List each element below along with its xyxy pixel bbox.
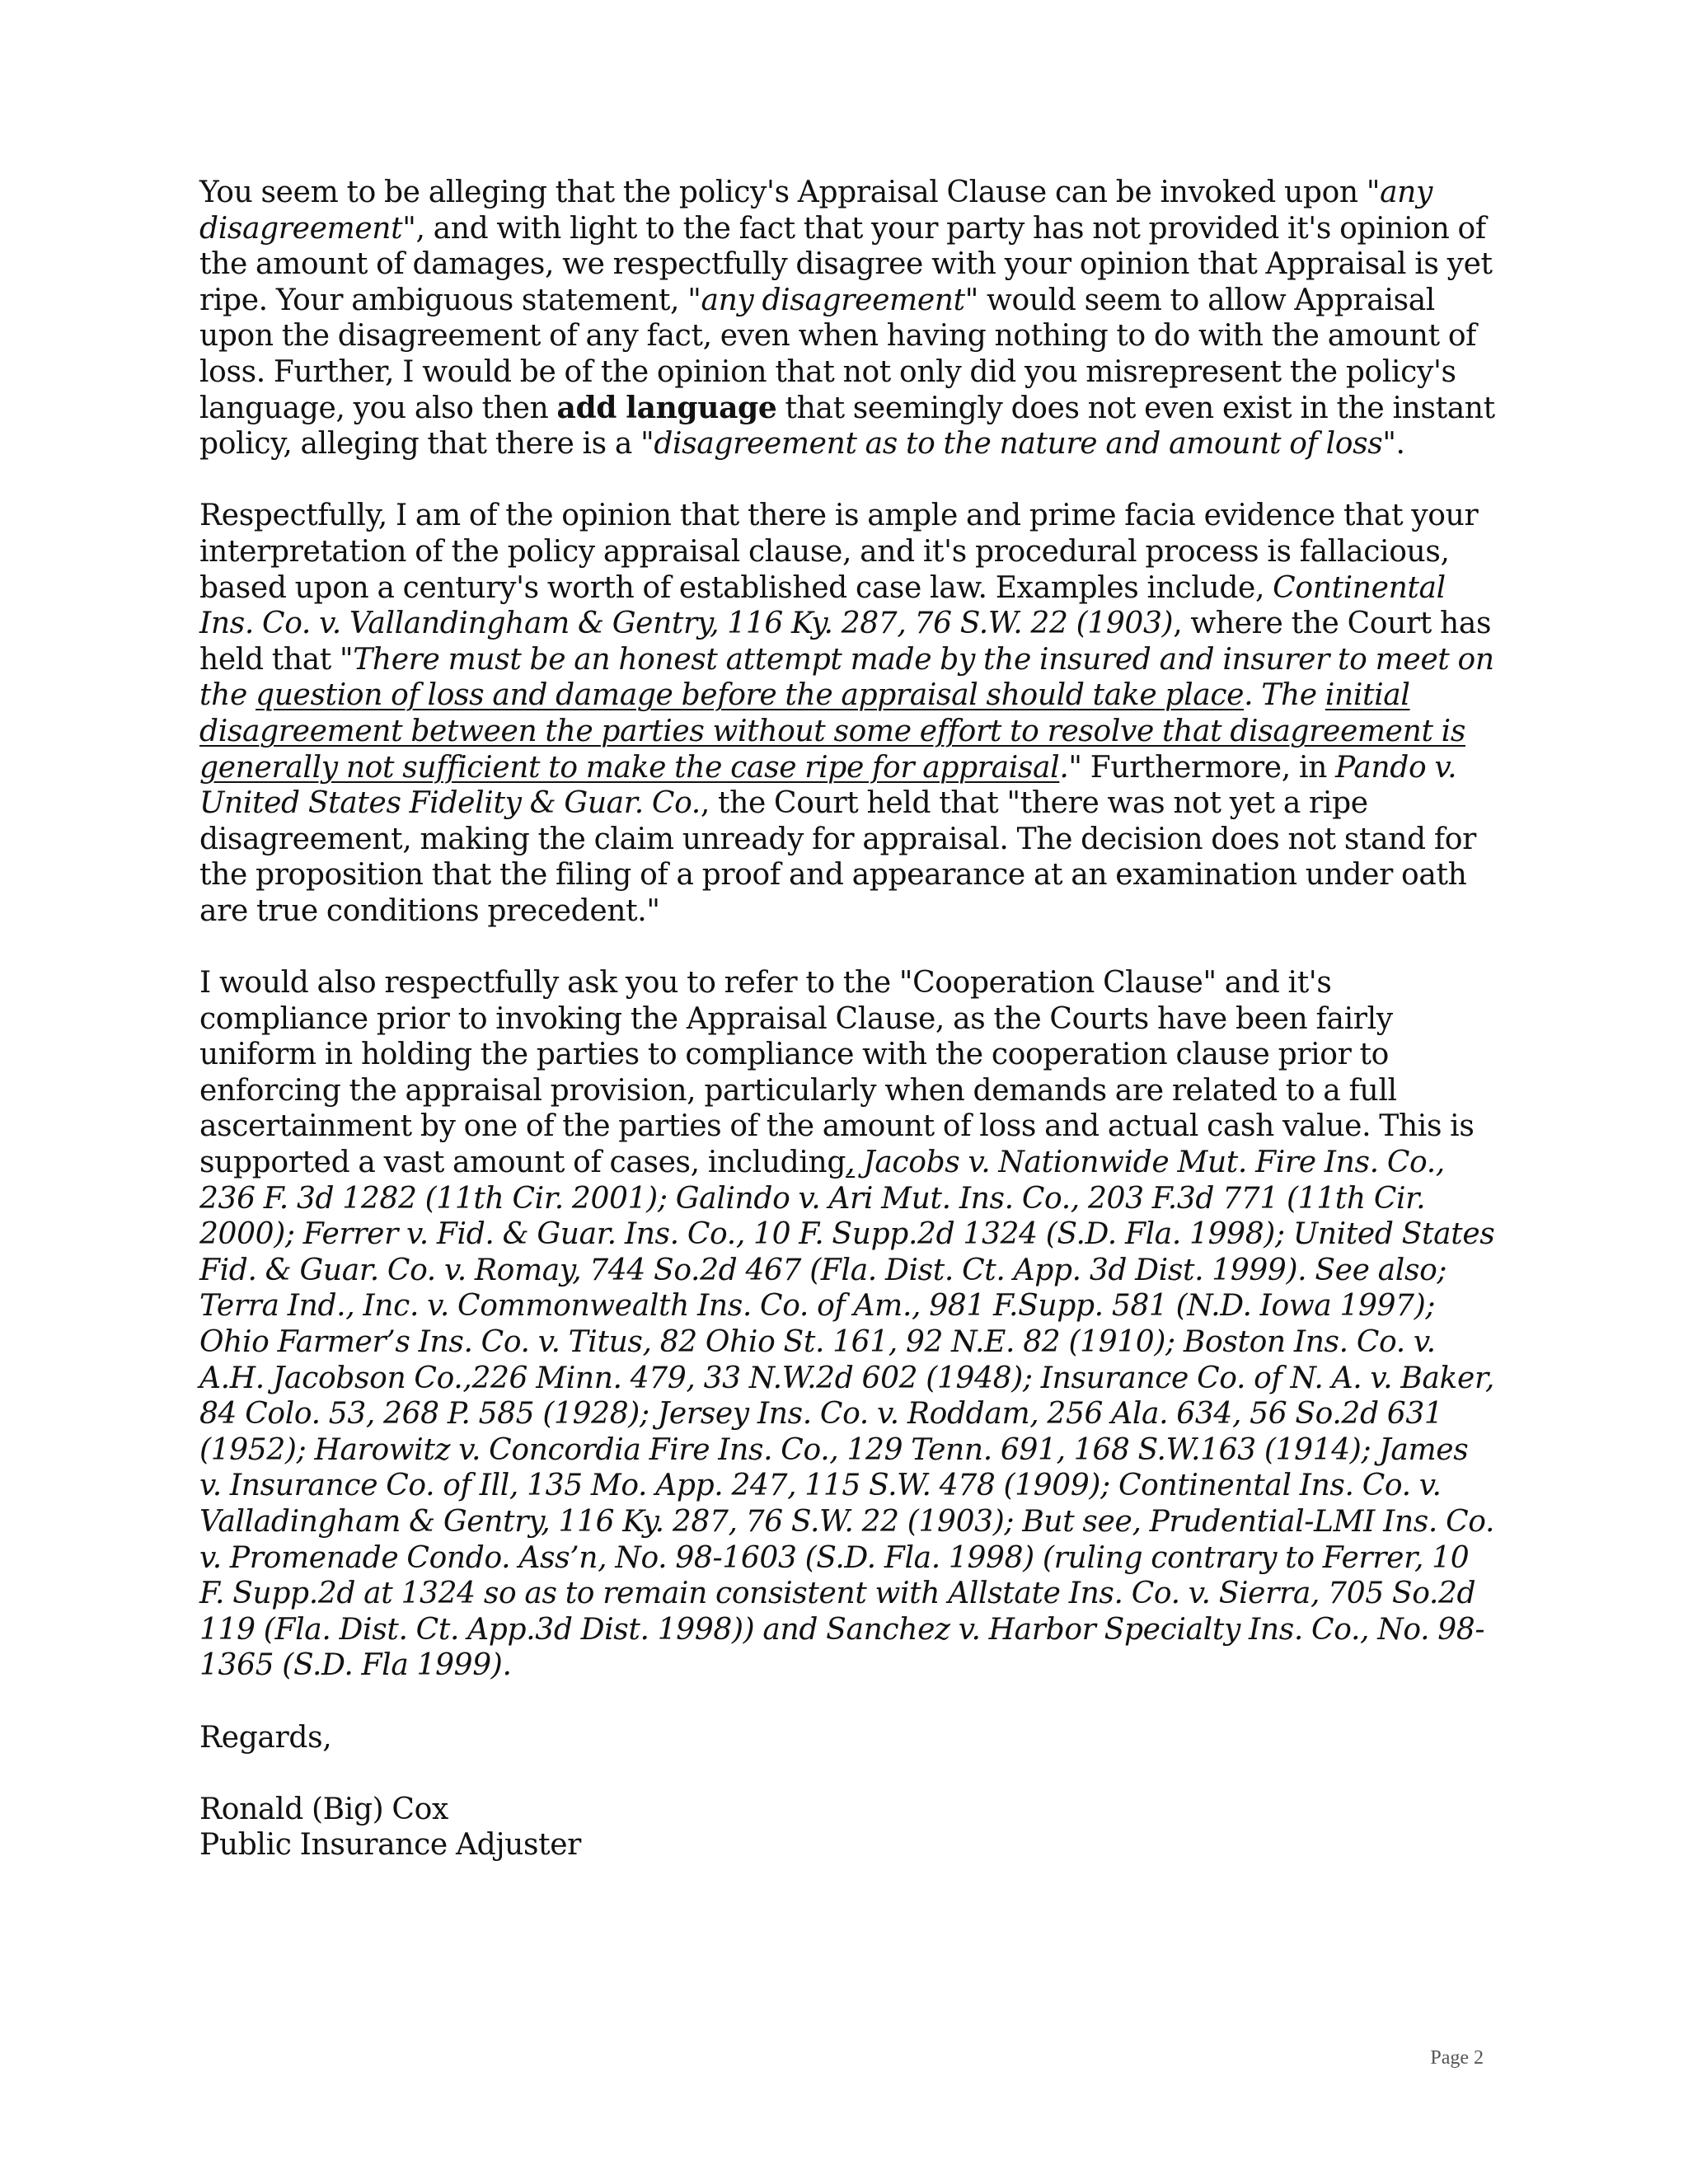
p2-text-1: Respectfully, I am of the opinion that there is ample and prime facia evidence that your interpretation of the policy appraisal clause, and it's procedural process is fallacious, based upon a century's worth of established case law. Examples include, (199, 499, 1479, 605)
p2-quote-underlined-2: initial disagreement between the parties without some effort to resolve that disagreement is generally not sufficient to make the case ripe for appraisal (199, 678, 1465, 785)
closing: Regards, (199, 1720, 332, 1755)
p2-text-2: , where the Court has held that " (199, 607, 1492, 677)
p3-case-citations: Jacobs v. Nationwide Mut. Fire Ins. Co., 236 F. 3d 1282 (11th Cir. 2001); Galindo v. Ari Mut. Ins. Co., 203 F.3d 771 (11th Cir. 2000); Ferrer v. Fid. & Guar. Ins. Co., 10 F. Supp.2d 1324 (S.D. Fla. 1998); United States Fid. & Guar. Co. v. Romay, 744 So.2d 467 (Fla. Dist. Ct. App. 3d Dist. 1999). See also; Terra Ind., Inc. v. Commonwealth Ins. Co. of Am., 981 F.Supp. 581 (N.D. Iowa 1997); Ohio Farmer’s Ins. Co. v. Titus, 82 Ohio St. 161, 92 N.E. 82 (1910); Boston Ins. Co. v. A.H. Jacobson Co.,226 Minn. 479, 33 N.W.2d 602 (1948); Insurance Co. of N. A. v. Baker, 84 Colo. 53, 268 P. 585 (1928); Jersey Ins. Co. v. Roddam, 256 Ala. 634, 56 So.2d 631 (1952); Harowitz v. Concordia Fire Ins. Co., 129 Tenn. 691, 168 S.W.163 (1914); James v. Insurance Co. of Ill, 135 Mo. App. 247, 115 S.W. 478 (1909); Continental Ins. Co. v. Valladingham & Gentry, 116 Ky. 287, 76 S.W. 22 (1903); But see, Prudential-LMI Ins. Co. v. Promenade Condo. Ass’n, No. 98-1603 (S.D. Fla. 1998) (ruling contrary to Ferrer, 10 F. Supp.2d at 1324 so as to remain consistent with Allstate Ins. Co. v. Sierra, 705 So.2d 119 (Fla. Dist. Ct. App.3d Dist. 1998)) and Sanchez v. Harbor Specialty Ins. Co., No. 98-1365 (S.D. Fla 1999). (199, 1146, 1495, 1683)
p2-citation-pando: Pando v. United States Fidelity & Guar. Co. (199, 750, 1457, 821)
p2-text-3: Furthermore, in (1081, 750, 1336, 785)
p2-citation-continental: Continental Ins. Co. v. Vallandingham & Gentry, 116 Ky. 287, 76 S.W. 22 (1903) (199, 570, 1446, 641)
p1-text-4: that seemingly does not even exist in the instant policy, alleging that there is a " (199, 391, 1495, 462)
paragraph-case-law (199, 498, 1498, 929)
signature-name: Ronald (Big) Cox (199, 1792, 448, 1826)
p1-text-3: " would seem to allow Appraisal upon the disagreement of any fact, even when having nothing to do with the amount of loss. Further, I would be of the opinion that not only did you misrepresent the policy's language, you also then (199, 283, 1477, 425)
p3-text-1: I would also respectfully ask you to refer to the "Cooperation Clause" and it's compliance prior to invoking the Appraisal Clause, as the Courts have been fairly uniform in holding the parties to compliance with the cooperation clause prior to enforcing the appraisal provision, particularly when demands are related to a full ascertainment by one of the parties of the amount of loss and actual cash value. This is supported a vast amount of cases, including (199, 966, 1475, 1180)
p1-bold-add-language: add language (556, 390, 777, 425)
paragraph-cooperation-clause (199, 965, 1498, 1684)
p2-quote-underlined-1: question of loss and damage before the appraisal should take place (256, 678, 1245, 713)
p1-italic-any-disagreement: any disagreement (199, 176, 1432, 246)
page-number: Page 2 (1430, 2047, 1484, 2069)
p1-text-2: ", and with light to the fact that your party has not provided it's opinion of the amount of damages, we respectfully disagree with your opinion that Appraisal is yet ripe. Your ambiguous statement, " (199, 211, 1493, 317)
letter-body (199, 175, 1498, 1863)
signature-title: Public Insurance Adjuster (199, 1828, 582, 1863)
p2-text-4: , the Court held that "there was not yet a ripe disagreement, making the claim unready for appraisal. The decision does not stand for the proposition that the filing of a proof and appearance at an examination under oath are true conditions precedent." (199, 786, 1476, 928)
p2-quote-1: There must be an honest attempt made by the insured and insurer to meet on the (199, 642, 1494, 713)
p3-underlined-comma: , (846, 1146, 856, 1180)
paragraph-appraisal-clause (199, 175, 1498, 462)
p1-italic-any-disagreement-2: any disagreement (701, 283, 965, 317)
signature-block (199, 1792, 1498, 1863)
p1-text-1: You seem to be alleging that the policy's Appraisal Clause can be invoked upon " (199, 176, 1381, 209)
p1-italic-quoted-phrase: disagreement as to the nature and amount of loss (654, 427, 1383, 462)
p1-text-5: ". (1382, 427, 1405, 462)
p2-quote-2: . The (1244, 678, 1325, 713)
p2-quote-3: ." (1059, 750, 1082, 785)
